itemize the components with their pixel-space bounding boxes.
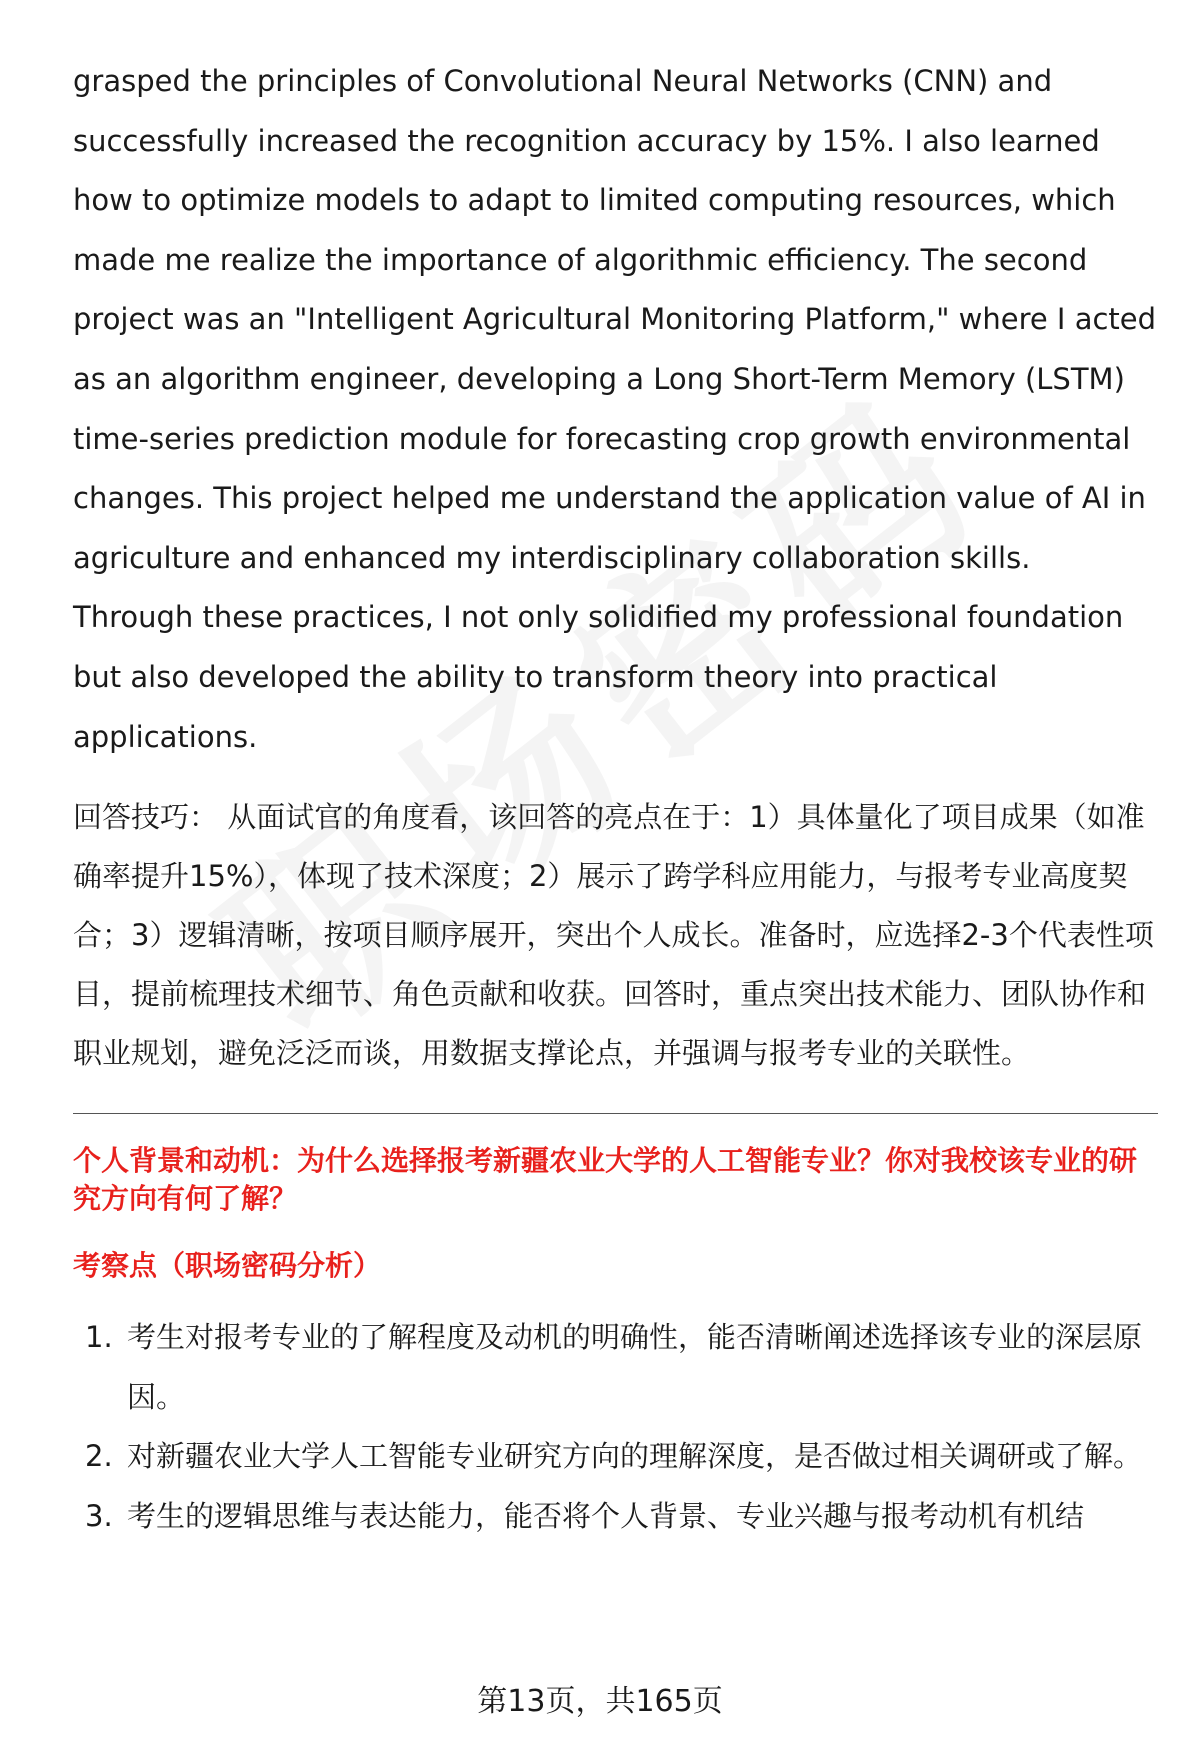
list-item-number: 3. <box>85 1498 113 1533</box>
list-item <box>73 1487 1159 1547</box>
assessment-points-heading: 考察点（职场密码分析） <box>73 1249 382 1283</box>
list-item-number: 1. <box>85 1320 113 1355</box>
list-item <box>73 1308 1159 1427</box>
list-item-text: 考生的逻辑思维与表达能力，能否将个人背景、专业兴趣与报考动机有机结 <box>127 1498 1085 1533</box>
question-heading: 个人背景和动机：为什么选择报考新疆农业大学的人工智能专业？你对我校该专业的研究方向有何了解？ <box>73 1144 1138 1216</box>
answer-tip-paragraph: 回答技巧： 从面试官的角度看，该回答的亮点在于：1）具体量化了项目成果（如准确率提升15%），体现了技术深度；2）展示了跨学科应用能力，与报考专业高度契合；3）逻辑清晰，按项目顺序展开，突出个人成长。准备时，应选择2-3个代表性项目，提前梳理技术细节、角色贡献和收获。回答时，重点突出技术能力、团队协作和职业规划，避免泛泛而谈，用数据支撑论点，并强调与报考专业的关联性。 <box>73 800 1154 1071</box>
section-divider <box>73 1113 1158 1114</box>
list-item <box>73 1427 1159 1487</box>
answer-paragraph: grasped the principles of Convolutional Neural Networks (CNN) and successfully increased the recognition accuracy by 15%. I also learned how to optimize models to adapt to limited computing resources, which made me realize the importance of algorithmic efficiency. The second project was an "Intelligent Agricultural Monitoring Platform," where I acted as an algorithm engineer, developing a Long Short-Term Memory (LSTM) time-series prediction module for forecasting crop growth environmental changes. This project helped me understand the application value of AI in agriculture and enhanced my interdisciplinary collaboration skills. Through these practices, I not only solidified my professional foundation but also developed the ability to transform theory into practical applications. <box>73 64 1157 754</box>
list-item-text: 对新疆农业大学人工智能专业研究方向的理解深度，是否做过相关调研或了解。 <box>127 1439 1143 1474</box>
list-item-text: 考生对报考专业的了解程度及动机的明确性，能否清晰阐述选择该专业的深层原因。 <box>127 1320 1143 1414</box>
page-number-footer: 第13页，共165页 <box>477 1684 723 1719</box>
page-content <box>73 52 1159 1546</box>
list-item-number: 2. <box>85 1439 113 1474</box>
assessment-points-list <box>73 1308 1159 1546</box>
